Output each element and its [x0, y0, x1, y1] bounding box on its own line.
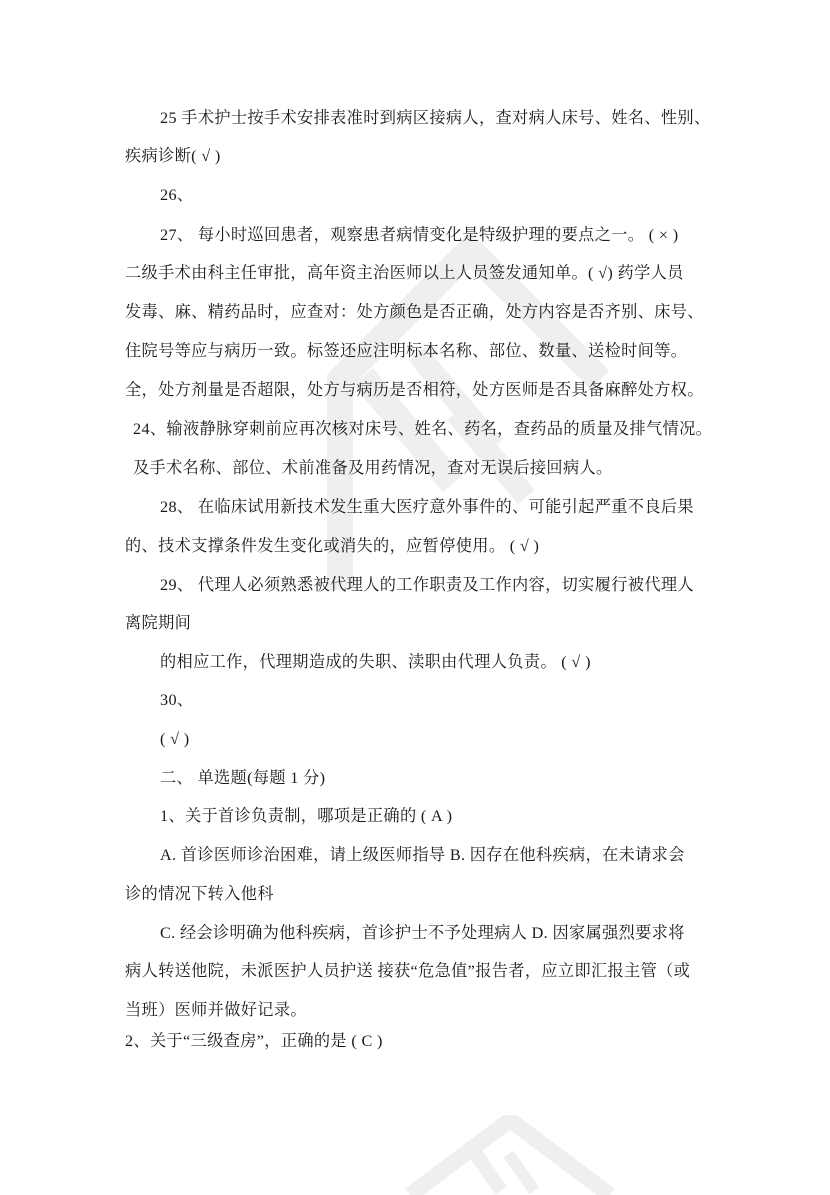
text-line: 25 手术护士按手术安排表准时到病区接病人，查对病人床号、姓名、性别、: [160, 109, 711, 127]
text-line: 离院期间: [125, 614, 192, 632]
text-line: 29、 代理人必须熟悉被代理人的工作职责及工作内容，切实履行被代理人: [160, 576, 694, 594]
text-line: 30、: [160, 691, 194, 709]
text-line: 当班）医师并做好记录。: [125, 1001, 307, 1019]
text-line: 的、技术支撑条件发生变化或消失的，应暂停使用。 ( √ ): [125, 537, 540, 555]
text-line: 疾病诊断( √ ): [125, 147, 221, 165]
watermark-logo-bottom-icon: [400, 1115, 620, 1195]
text-line: 2、关于“三级查房”，正确的是 ( C ): [125, 1032, 383, 1050]
text-line: 病人转送他院，未派医护人员护送 接获“危急值”报告者，应立即汇报主管（或: [125, 962, 691, 980]
text-line: 住院号等应与病历一致。标签还应注明标本名称、部位、数量、送检时间等。: [125, 342, 688, 360]
text-line: 二、 单选题(每题 1 分): [160, 769, 326, 787]
text-line: 诊的情况下转入他科: [125, 885, 274, 903]
text-line: 及手术名称、部位、术前准备及用药情况，查对无误后接回病人。: [133, 459, 613, 477]
text-line: ( √ ): [160, 730, 190, 748]
text-line: A. 首诊医师诊治困难，请上级医师指导 B. 因存在他科疾病，在未请求会: [160, 846, 685, 864]
text-line: 26、: [160, 186, 194, 204]
text-line: 的相应工作，代理期造成的失职、渎职由代理人负责。 ( √ ): [160, 653, 591, 671]
text-line: 28、 在临床试用新技术发生重大医疗意外事件的、可能引起严重不良后果: [160, 498, 694, 516]
text-line: 1、关于首诊负责制，哪项是正确的 ( A ): [160, 807, 453, 825]
text-line: 二级手术由科主任审批，高年资主治医师以上人员签发通知单。( √) 药学人员: [125, 264, 684, 282]
text-line: 24、输液静脉穿刺前应再次核对床号、姓名、药名，查药品的质量及排气情况。: [133, 420, 713, 438]
text-line: 发毒、麻、精药品时，应查对：处方颜色是否正确，处方内容是否齐别、床号、: [125, 303, 704, 321]
text-line: 27、 每小时巡回患者，观察患者病情变化是特级护理的要点之一。 ( × ): [160, 226, 679, 244]
text-line: C. 经会诊明确为他科疾病，首诊护士不予处理病人 D. 因家属强烈要求将: [160, 924, 685, 942]
text-line: 全，处方剂量是否超限，处方与病历是否相符，处方医师是否具备麻醉处方权。: [125, 381, 704, 399]
